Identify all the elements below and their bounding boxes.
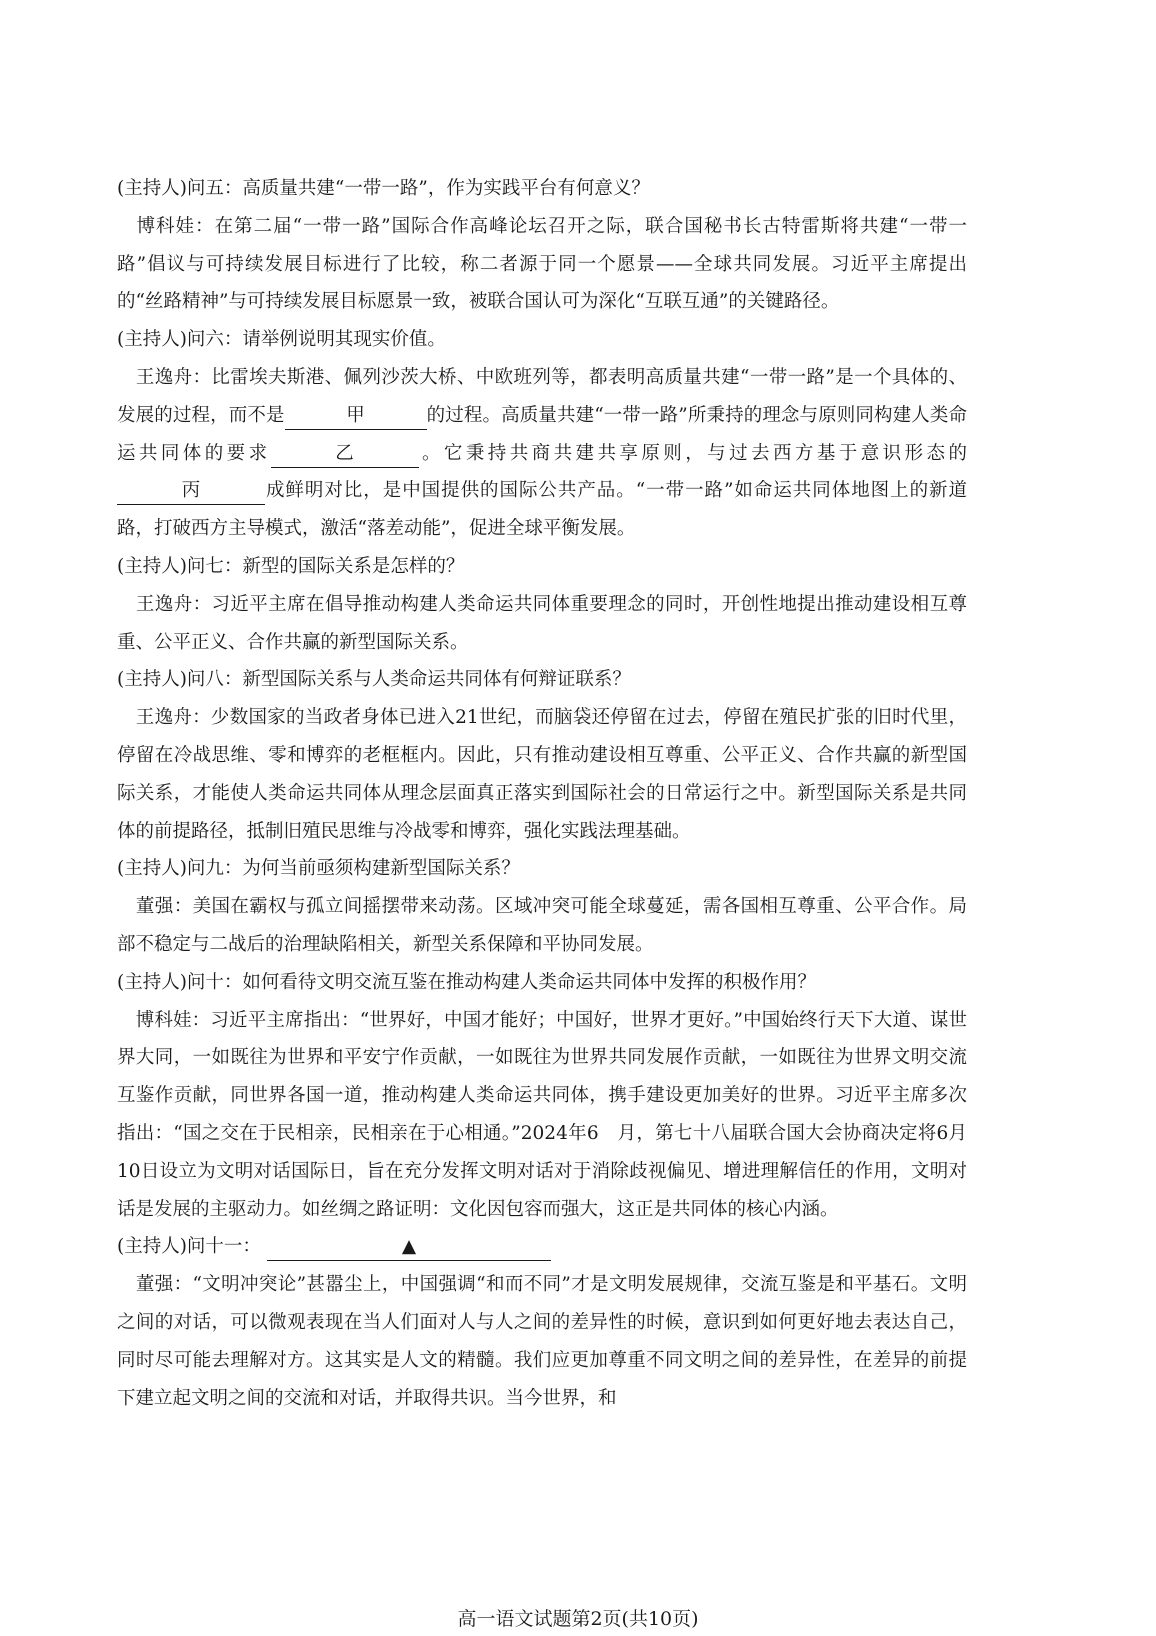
answer-7: 王逸舟：习近平主席在倡导推动构建人类命运共同体重要理念的同时，开创性地提出推动建设相互尊重、公平正义、合作共赢的新型国际关系。 xyxy=(117,593,967,653)
answer-8: 王逸舟：少数国家的当政者身体已进入21世纪，而脑袋还停留在过去，停留在殖民扩张的旧时代里，停留在冷战思维、零和博弈的老框框内。因此，只有推动建设相互尊重、公平正义、合作共赢的新型国际关系，才能使人类命运共同体从理念层面真正落实到国际社会的日常运行之中。新型国际关系是共同体的前提路径，抵制旧殖民思维与冷战零和博弈，强化实践法理基础。 xyxy=(117,707,967,842)
blank-yi: 乙 xyxy=(271,441,419,468)
blank-jia: 甲 xyxy=(285,403,427,430)
question-9: (主持人)问九：为何当前亟须构建新型国际关系？ xyxy=(117,858,520,880)
page-footer: 高一语文试题第2页(共10页) xyxy=(457,1608,699,1630)
question-7: (主持人)问七：新型的国际关系是怎样的？ xyxy=(117,555,465,577)
answer-6: 王逸舟：比雷埃夫斯港、佩列沙茨大桥、中欧班列等，都表明高质量共建“一带一路”是一个具体的、发展的过程，而不是 甲 的过程。高质量共建“一带一路”所秉持的理念与原则同构建人类命运共同体的要求 乙 。它秉持共商共建共享原则，与过去西方基于意识形态的丙 成鲜明对比，是中国提供的国际公共产品。“一带一路”如命运共同体地图上的新道路，打破西方主导模式，激活“落差动能”，促进全球平衡发展。 xyxy=(117,366,967,540)
answer-11: 董强：“文明冲突论”甚嚣尘上，中国强调“和而不同”才是文明发展规律，交流互鉴是和平基石。文明之间的对话，可以微观表现在当人们面对人与人之间的差异性的时候，意识到如何更好地去表达自己，同时尽可能去理解对方。这其实是人文的精髓。我们应更加尊重不同文明之间的差异性，在差异的前提下建立起文明之间的交流和对话，并取得共识。当今世界，和 xyxy=(117,1274,967,1409)
question-11: (主持人)问十一： ▲ xyxy=(117,1228,967,1266)
blank-bing: 丙 xyxy=(117,478,265,505)
question-10: (主持人)问十：如何看待文明交流互鉴在推动构建人类命运共同体中发挥的积极作用？ xyxy=(117,971,816,993)
blank-question-11: ▲ xyxy=(267,1234,551,1261)
question-6: (主持人)问六：请举例说明其现实价值。 xyxy=(117,329,446,351)
dialogue-body xyxy=(117,170,967,1417)
answer-9: 董强：美国在霸权与孤立间摇摆带来动荡。区域冲突可能全球蔓延，需各国相互尊重、公平合作。局部不稳定与二战后的治理缺陷相关，新型关系保障和平协同发展。 xyxy=(117,896,967,955)
answer-5: 博科娃：在第二届“一带一路”国际合作高峰论坛召开之际，联合国秘书长古特雷斯将共建“一带一路”倡议与可持续发展目标进行了比较，称二者源于同一个愿景——全球共同发展。习近平主席提出的“丝路精神”与可持续发展目标愿景一致，被联合国认可为深化“互联互通”的关键路径。 xyxy=(117,215,967,313)
question-8: (主持人)问八：新型国际关系与人类命运共同体有何辩证联系？ xyxy=(117,669,631,691)
answer-10: 博科娃：习近平主席指出：“世界好，中国才能好；中国好，世界才更好。”中国始终行天下大道、谋世界大同，一如既往为世界和平安宁作贡献，一如既往为世界共同发展作贡献，一如既往为世界文明交流互鉴作贡献，同世界各国一道，推动构建人类命运共同体，携手建设更加美好的世界。习近平主席多次指出：“国之交在于民相亲，民相亲在于心相通。”2024年6 月，第七十八届联合国大会协商决定将6月10日设立为文明对话国际日，旨在充分发挥文明对话对于消除歧视偏见、增进理解信任的作用，文明对话是发展的主驱动力。如丝绸之路证明：文化因包容而强大，这正是共同体的核心内涵。 xyxy=(117,1009,967,1220)
question-5: (主持人)问五：高质量共建“一带一路”，作为实践平台有何意义？ xyxy=(117,178,650,199)
